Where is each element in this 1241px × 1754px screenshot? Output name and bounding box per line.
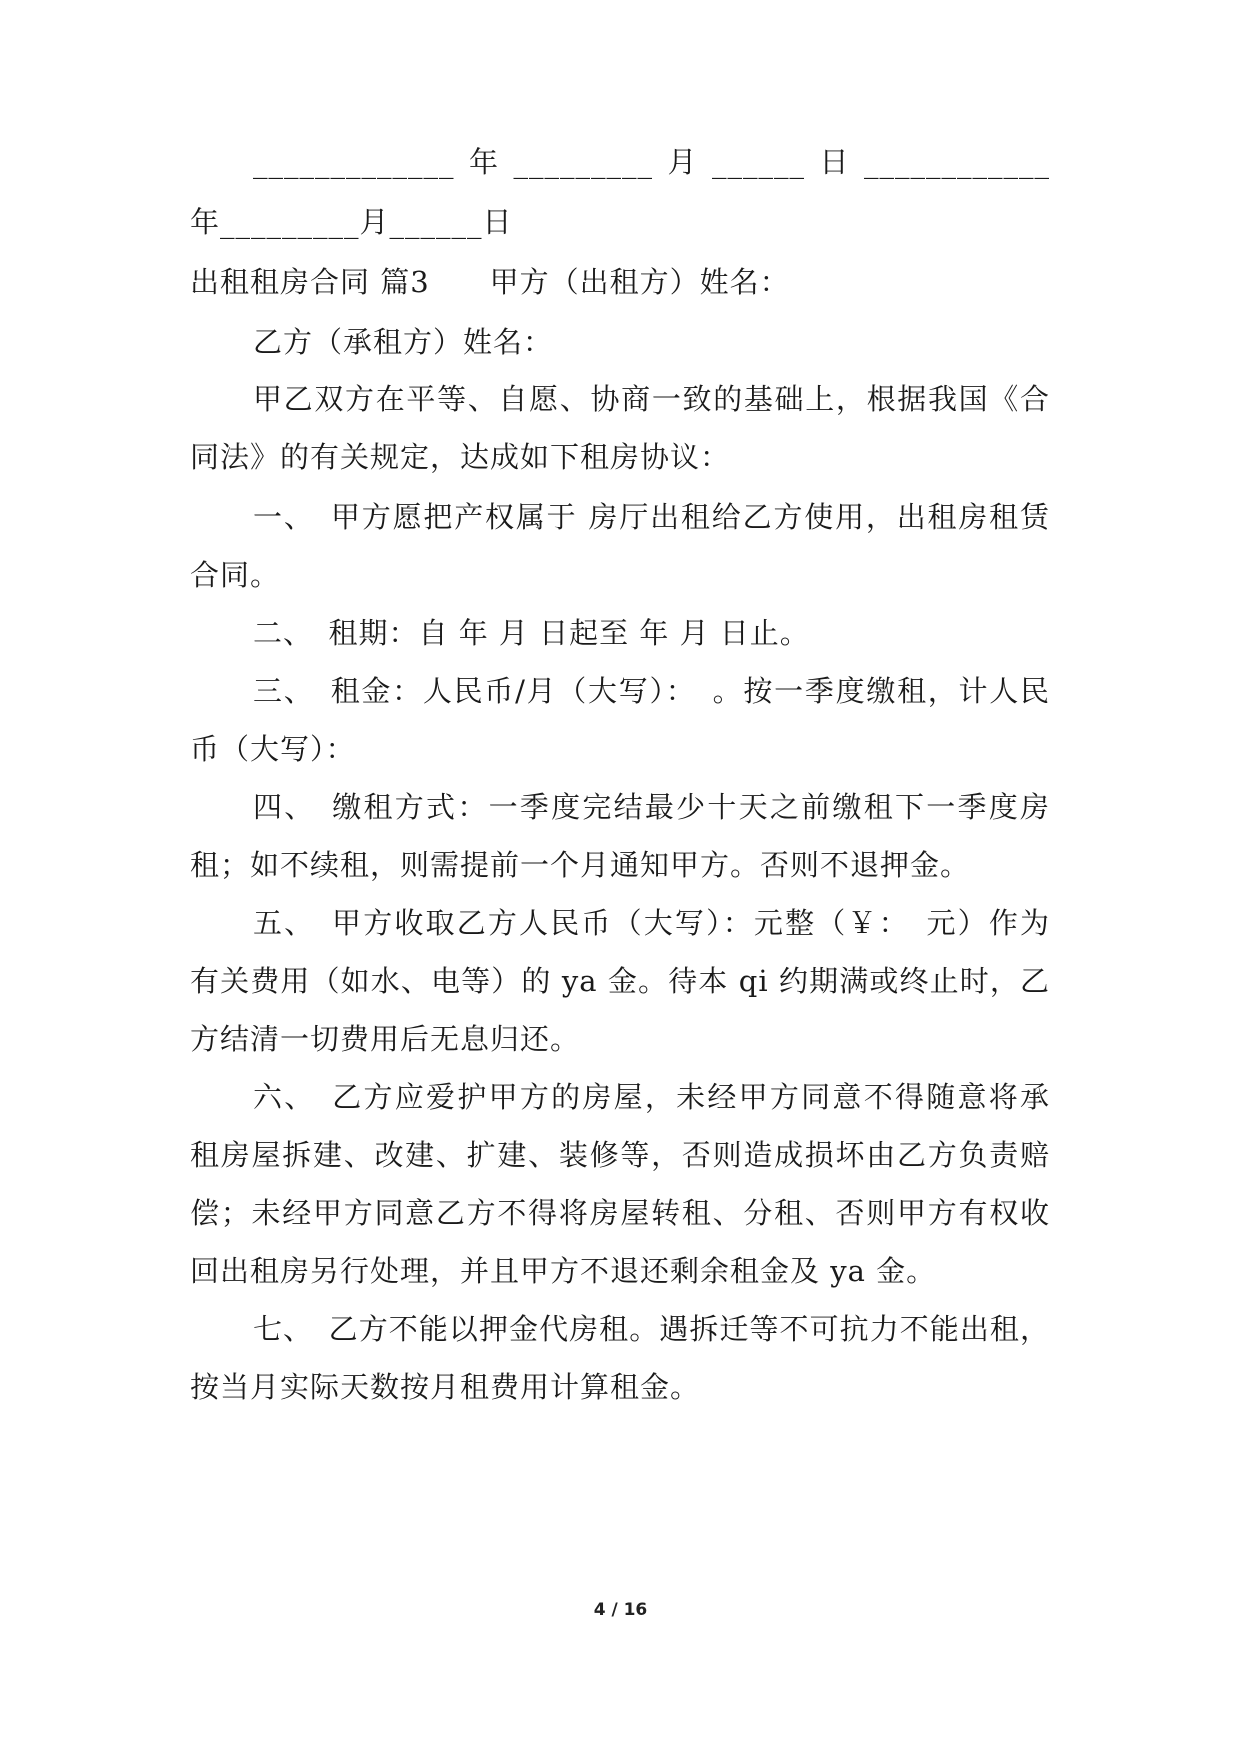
paragraph-line: 合同。: [190, 558, 281, 592]
paragraph-line: 租；如不续租，则需提前一个月通知甲方。否则不退押金。: [190, 848, 971, 882]
page-number: 4 / 16: [593, 1600, 648, 1620]
clause-2: 二、 租期：自 年 月 日起至 年 月 日止。: [253, 616, 810, 650]
contract-heading: 出租租房合同 篇3 甲方（出租方）姓名：: [190, 265, 790, 299]
paragraph-line: 租房屋拆建、改建、扩建、装修等，否则造成损坏由乙方负责赔: [190, 1138, 1050, 1172]
clause-5: 五、 甲方收取乙方人民币（大写）：元整（￥： 元）作为: [253, 906, 1050, 940]
paragraph-line: 回出租房另行处理，并且甲方不退还剩余租金及 ya 金。: [190, 1254, 937, 1288]
paragraph-line: 同法》的有关规定，达成如下租房协议：: [190, 440, 731, 474]
paragraph-line: 有关费用（如水、电等）的 ya 金。待本 qi 约期满或终止时，乙: [190, 964, 1050, 998]
clause-1: 一、 甲方愿把产权属于 房厅出租给乙方使用，出租房租赁: [253, 500, 1050, 534]
clause-3: 三、 租金：人民币/月（大写）： 。按一季度缴租，计人民: [253, 674, 1050, 708]
paragraph-line: 方结清一切费用后无息归还。: [190, 1022, 581, 1056]
party-b-name: 乙方（承租方）姓名：: [253, 325, 554, 359]
date-line-2: 年_________月______日: [190, 205, 513, 239]
date-line-1: _____________年_________月______日____________: [253, 145, 1050, 179]
paragraph-line: 甲乙双方在平等、自愿、协商一致的基础上，根据我国《合: [253, 382, 1050, 416]
paragraph-line: 按当月实际天数按月租费用计算租金。: [190, 1370, 701, 1404]
paragraph-line: 币（大写）：: [190, 732, 356, 766]
clause-4: 四、 缴租方式：一季度完结最少十天之前缴租下一季度房: [253, 790, 1050, 824]
clause-7: 七、 乙方不能以押金代房租。遇拆迁等不可抗力不能出租，: [253, 1312, 1050, 1346]
paragraph-line: 偿；未经甲方同意乙方不得将房屋转租、分租、否则甲方有权收: [190, 1196, 1050, 1230]
clause-6: 六、 乙方应爱护甲方的房屋，未经甲方同意不得随意将承: [253, 1080, 1050, 1114]
